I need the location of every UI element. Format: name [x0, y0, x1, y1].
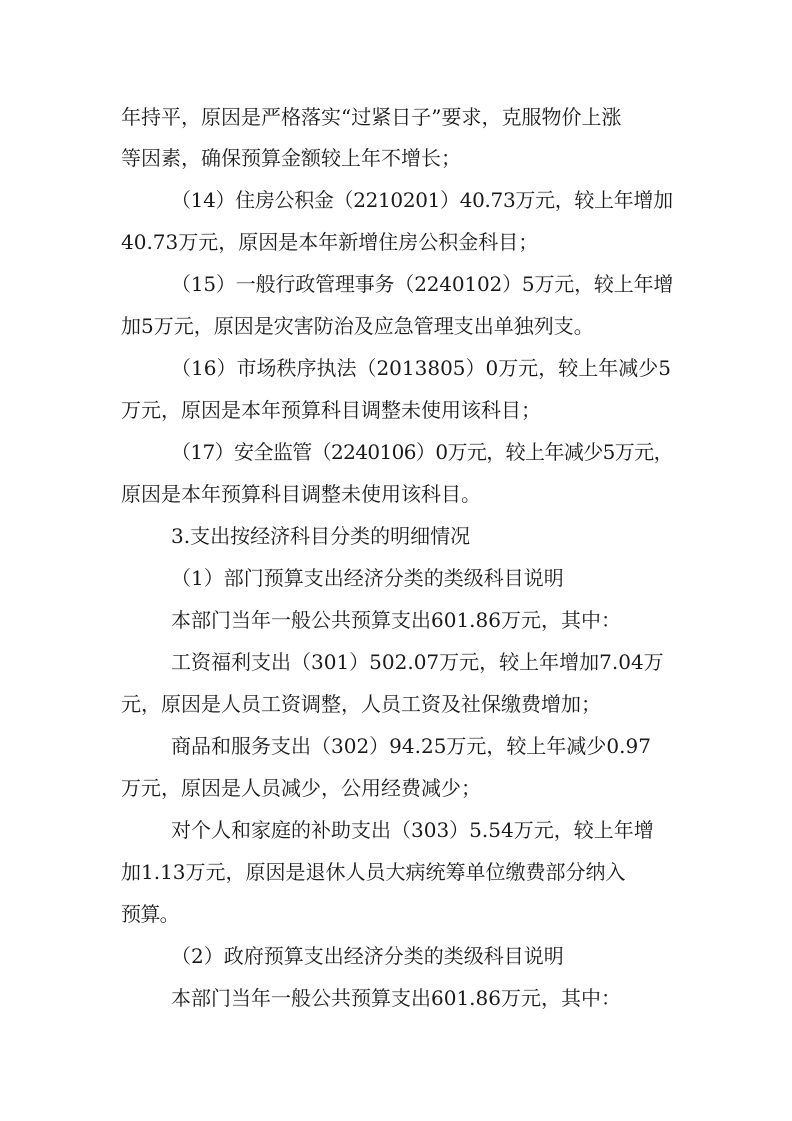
text-line: （14）住房公积金（2210201）40.73万元，较上年增加 [171, 188, 673, 212]
text-line: 年持平，原因是严格落实“过紧日子”要求，克服物价上涨 [121, 105, 622, 129]
text-line: 预算。 [121, 902, 179, 926]
subsection-heading: （2）政府预算支出经济分类的类级科目说明 [171, 944, 564, 968]
text-line: 本部门当年一般公共预算支出601.86万元，其中： [171, 608, 621, 632]
text-line: 万元，原因是人员减少，公用经费减少； [121, 776, 481, 800]
text-line: 对个人和家庭的补助支出（303）5.54万元，较上年增 [171, 818, 654, 842]
text-line: （17）安全监管（2240106）0万元，较上年减少5万元， [171, 440, 673, 464]
text-line: （16）市场秩序执法（2013805）0万元，较上年减少5 [171, 356, 671, 380]
text-line: 等因素，确保预算金额较上年不增长； [121, 146, 461, 170]
text-line: （15）一般行政管理事务（2240102）5万元，较上年增 [171, 272, 674, 296]
subsection-heading: （1）部门预算支出经济分类的类级科目说明 [171, 566, 564, 590]
text-line: 加5万元，原因是灾害防治及应急管理支出单独列支。 [121, 314, 594, 338]
text-line: 本部门当年一般公共预算支出601.86万元，其中： [171, 986, 621, 1010]
text-line: 万元，原因是本年预算科目调整未使用该科目； [121, 398, 541, 422]
text-line: 商品和服务支出（302）94.25万元，较上年减少0.97 [171, 734, 651, 758]
text-line: 40.73万元，原因是本年新增住房公积金科目； [121, 230, 539, 254]
text-line: 元，原因是人员工资调整，人员工资及社保缴费增加； [121, 692, 601, 716]
text-line: 工资福利支出（301）502.07万元，较上年增加7.04万 [171, 650, 664, 674]
text-line: 加1.13万元，原因是退休人员大病统筹单位缴费部分纳入 [121, 860, 626, 884]
section-heading: 3.支出按经济科目分类的明细情况 [171, 524, 471, 548]
text-line: 原因是本年预算科目调整未使用该科目。 [121, 482, 481, 506]
